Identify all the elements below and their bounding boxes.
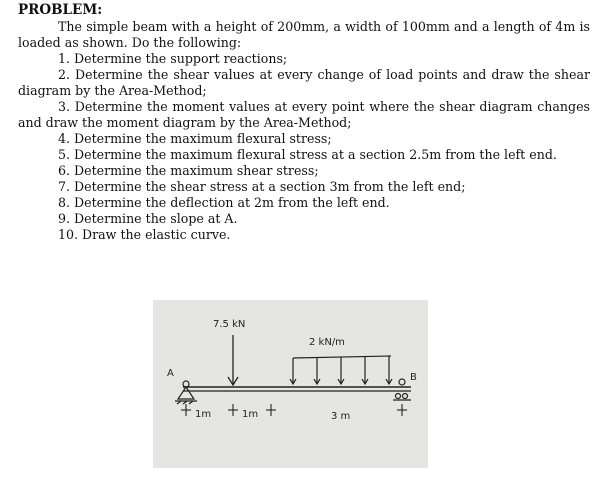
- problem-heading: PROBLEM:: [18, 2, 103, 18]
- task-item-10: 10. Draw the elastic curve.: [58, 227, 231, 242]
- task-item-7: 7. Determine the shear stress at a section 3m from the left end;: [58, 179, 466, 194]
- segment-label-2: 1m: [242, 409, 259, 420]
- beam-diagram: [153, 300, 428, 468]
- task-item-3: 3. Determine the moment values at every point where the shear diagram changes and draw the moment diagram by the Area-Method;: [18, 99, 590, 130]
- task-item-4: 4. Determine the maximum flexural stress;: [58, 131, 332, 146]
- segment-label-1: 1m: [195, 409, 212, 420]
- task-item-9: 9. Determine the slope at A.: [58, 211, 238, 226]
- support-a-label: A: [167, 368, 174, 379]
- roller-support-b: [393, 379, 411, 400]
- point-load-label: 7.5 kN: [213, 319, 246, 330]
- beam-sketch: [153, 300, 428, 468]
- task-item-2: 2. Determine the shear values at every change of load points and draw the shear diagram by the Area-Method;: [18, 67, 590, 98]
- problem-document: [18, 2, 590, 243]
- dimension-marks: [181, 404, 407, 416]
- task-item-5: 5. Determine the maximum flexural stress at a section 2.5m from the left end.: [58, 147, 557, 162]
- pin-support-a: [175, 381, 197, 404]
- segment-label-3: 3 m: [331, 411, 351, 422]
- task-item-8: 8. Determine the deflection at 2m from the left end.: [58, 195, 390, 210]
- distributed-load-arrows: [290, 356, 392, 384]
- task-item-1: 1. Determine the support reactions;: [58, 51, 288, 66]
- support-b-label: B: [410, 372, 417, 383]
- distributed-load-label: 2 kN/m: [309, 337, 345, 348]
- point-load-arrow: [228, 335, 238, 385]
- problem-intro: The simple beam with a height of 200mm, a width of 100mm and a length of 4m is loaded as shown. Do the following:: [18, 19, 590, 50]
- task-item-6: 6. Determine the maximum shear stress;: [58, 163, 319, 178]
